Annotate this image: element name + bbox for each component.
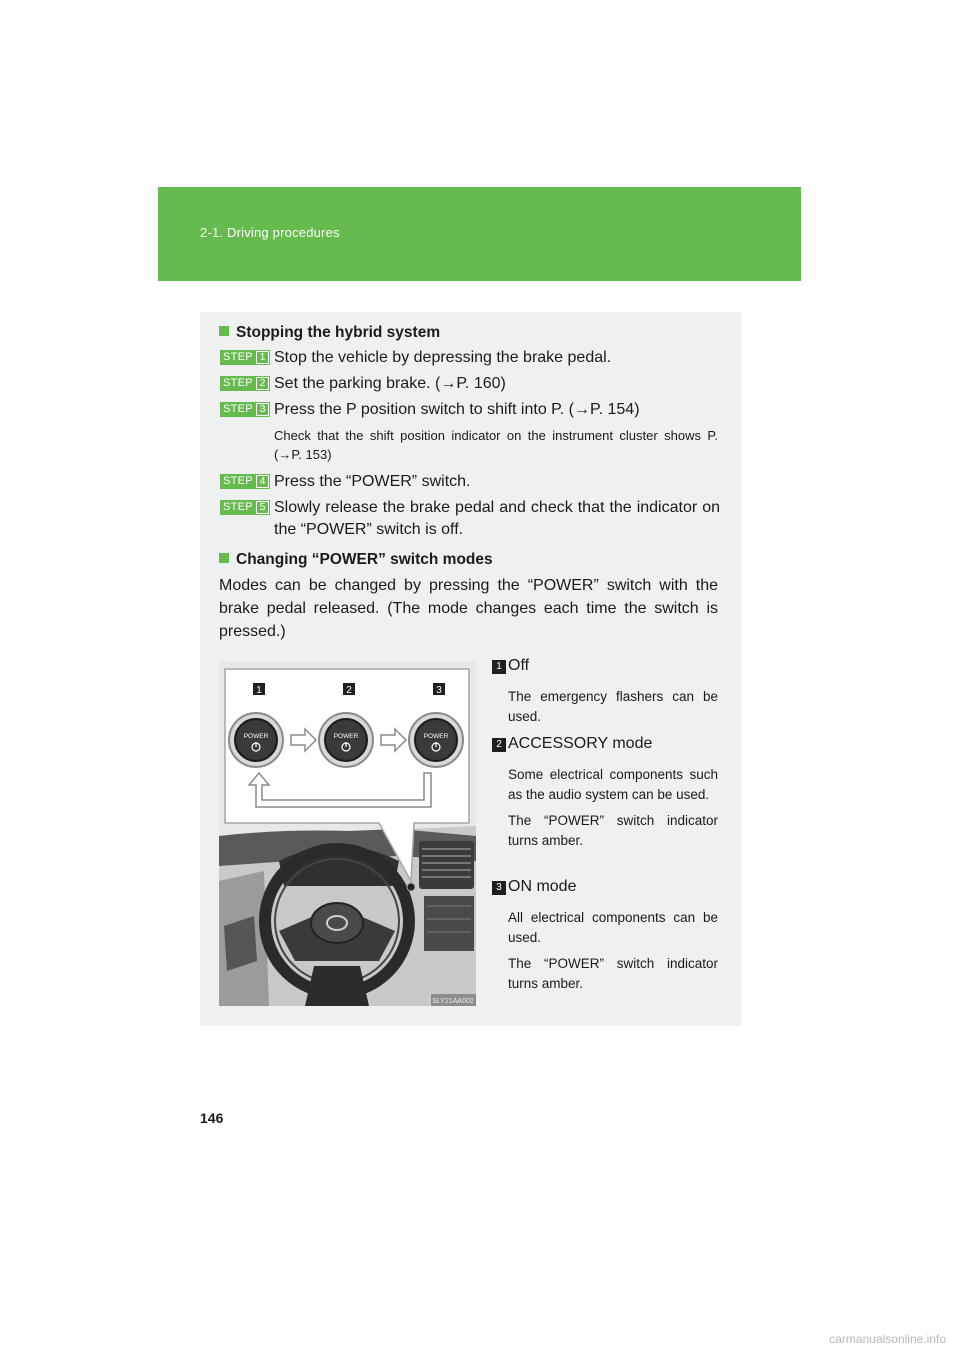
modes-paragraph: Modes can be changed by pressing the “POWER” switch with the brake pedal released. (The mode changes each time the switch is pressed.): [219, 577, 718, 640]
step-text: Press the “POWER” switch.: [274, 473, 471, 490]
step-badge: STEP 5: [220, 500, 270, 515]
mode-description: Some electrical components such as the audio system can be used.: [508, 767, 718, 802]
mode-number-icon: 2: [492, 738, 506, 752]
section-title: 2-1. Driving procedures: [200, 225, 340, 240]
step-badge: STEP 1: [220, 350, 270, 365]
step-badge: STEP 4: [220, 474, 270, 489]
mode-description: The “POWER” switch indicator turns amber.: [508, 813, 718, 848]
power-button-off: [229, 713, 283, 767]
footer-watermark: carmanualsonline.info: [829, 1332, 946, 1346]
changing-heading: [219, 551, 493, 569]
svg-text:POWER: POWER: [243, 733, 269, 740]
svg-text:POWER: POWER: [333, 733, 359, 740]
figure-label-3: 3: [436, 685, 442, 696]
mode-number-icon: 3: [492, 881, 506, 895]
power-button-on: [409, 713, 463, 767]
figure-code: SLY21AA002: [432, 998, 474, 1005]
step-text: Stop the vehicle by depressing the brake pedal.: [274, 349, 612, 366]
mode-off: [492, 655, 718, 726]
mode-title: ON mode: [508, 878, 577, 895]
mode-on: [492, 876, 718, 993]
square-bullet-icon: [219, 553, 229, 563]
power-button-accessory: [319, 713, 373, 767]
changing-title: Changing “POWER” switch modes: [236, 551, 493, 568]
step-badge: STEP 2: [220, 376, 270, 391]
mode-description: The emergency flashers can be used.: [508, 689, 718, 724]
mode-accessory: [492, 733, 718, 850]
stopping-title: Stopping the hybrid system: [236, 324, 441, 341]
mode-title: ACCESSORY mode: [508, 735, 653, 752]
mode-description: The “POWER” switch indicator turns amber.: [508, 956, 718, 991]
page-number: 146: [200, 1110, 224, 1126]
figure-label-2: 2: [346, 685, 352, 696]
svg-text:POWER: POWER: [423, 733, 449, 740]
mode-title: Off: [508, 657, 530, 674]
step-3-note: Check that the shift position indicator on the instrument cluster shows P. (→P. 153): [274, 428, 718, 462]
content-panel: [200, 312, 741, 1026]
mode-description: All electrical components can be used.: [508, 910, 718, 945]
step-text: Press the P position switch to shift into P. (→P. 154): [274, 401, 640, 418]
step-text: Slowly release the brake pedal and check that the indicator on the “POWER” switch is off.: [274, 499, 720, 538]
step-text: Set the parking brake. (→P. 160): [274, 375, 506, 392]
header-band: [158, 187, 801, 281]
stopping-heading: [219, 324, 440, 342]
mode-number-icon: 1: [492, 660, 506, 674]
power-switch-illustration: [219, 661, 476, 1006]
step-badge: STEP 3: [220, 402, 270, 417]
figure-label-1: 1: [256, 685, 262, 696]
square-bullet-icon: [219, 326, 229, 336]
